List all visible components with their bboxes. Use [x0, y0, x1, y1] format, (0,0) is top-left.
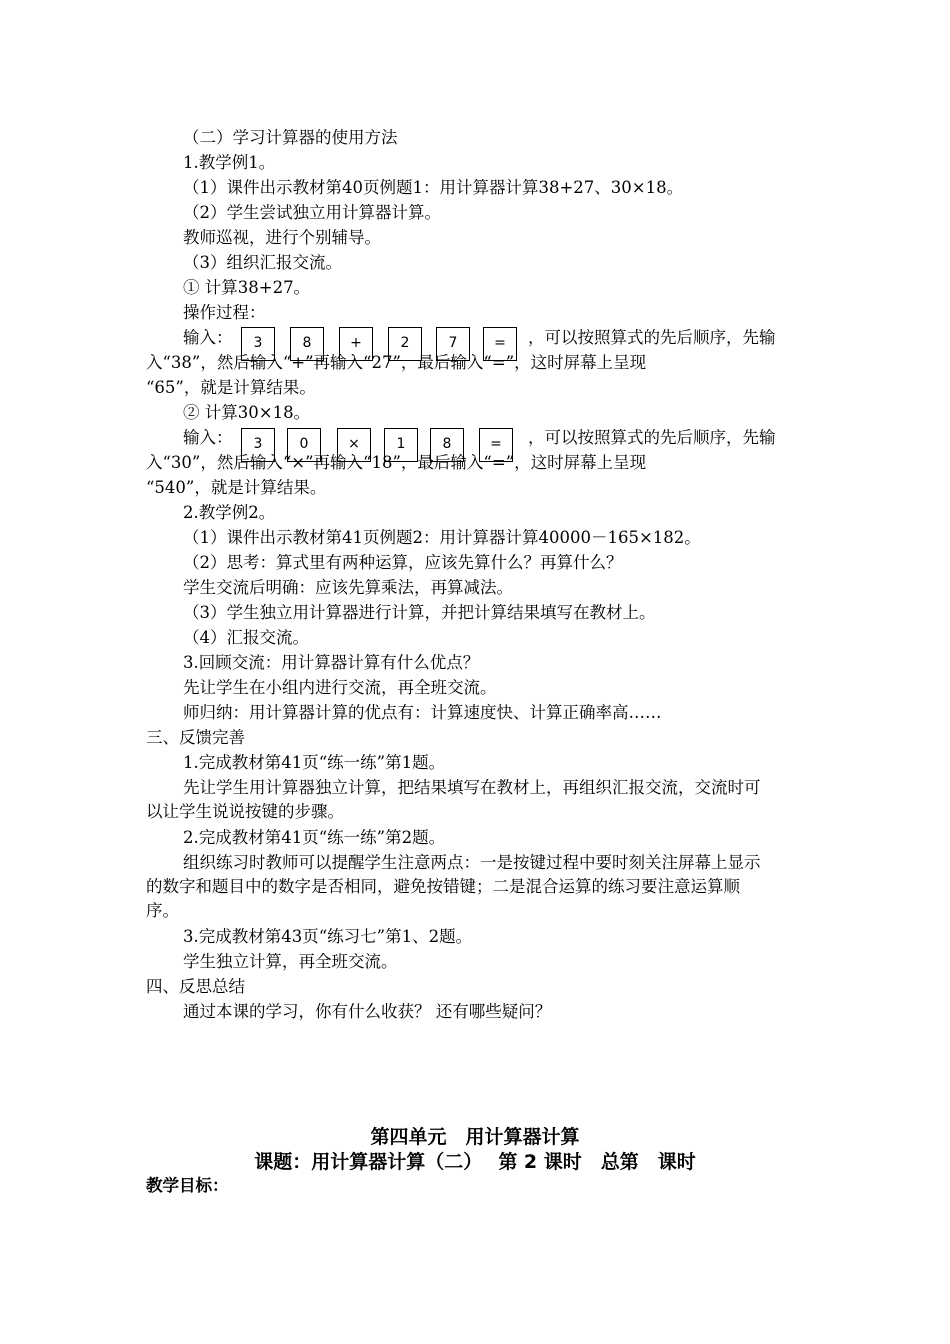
paragraph: 组织练习时教师可以提醒学生注意两点：一是按键过程中要时刻关注屏幕上显示的数字和题目中的数字是否相同，避免按错键；二是混合运算的练习要注意运算顺序。	[146, 853, 761, 920]
paragraph: （3）学生独立用计算器进行计算，并把计算结果填写在教材上。	[183, 603, 656, 622]
key-3: 3	[241, 428, 275, 462]
lesson-heading: 课题：用计算器计算（二） 第 2 课时 总第 课时	[254, 1151, 696, 1173]
key-times: ×	[337, 428, 371, 462]
paragraph: 3.完成教材第43页“练习七”第1、2题。	[183, 927, 473, 946]
key-0: 0	[287, 428, 321, 462]
key-8: 8	[290, 327, 324, 361]
paragraph: 3.回顾交流：用计算器计算有什么优点？	[183, 653, 480, 672]
paragraph: （2）思考：算式里有两种运算，应该先算什么？再算什么？	[183, 553, 623, 572]
key-equals: =	[483, 327, 517, 361]
key-1: 1	[384, 428, 418, 462]
paragraph: 1.教学例1。	[183, 153, 276, 172]
paragraph: 师归纳：用计算器计算的优点有：计算速度快、计算正确率高……	[183, 703, 662, 722]
paragraph: （4）汇报交流。	[183, 628, 309, 647]
goal-heading: 教学目标：	[146, 1176, 229, 1195]
paragraph: 操作过程：	[183, 303, 266, 322]
paragraph: 入“30”，然后输入“×”再输入“18”，最后输入“=”，这时屏幕上呈现	[146, 453, 647, 472]
paragraph: 1.完成教材第41页“练一练”第1题。	[183, 753, 446, 772]
section-title: 四、反思总结	[146, 977, 245, 996]
input-label: 输入：	[183, 328, 233, 347]
paragraph: （1）课件出示教材第40页例题1：用计算器计算38+27、30×18。	[183, 178, 684, 197]
section-title: 三、反馈完善	[146, 728, 245, 747]
paragraph: 通过本课的学习，你有什么收获？ 还有哪些疑问？	[183, 1002, 552, 1021]
paragraph: 教师巡视，进行个别辅导。	[183, 228, 381, 247]
paragraph: 入“38”，然后输入“+”再输入“27”，最后输入“=”，这时屏幕上呈现	[146, 353, 647, 372]
paragraph: ① 计算38+27。	[183, 278, 311, 297]
paragraph: （2）学生尝试独立用计算器计算。	[183, 203, 441, 222]
paragraph: 先让学生在小组内进行交流，再全班交流。	[183, 678, 497, 697]
paragraph: 2.教学例2。	[183, 503, 276, 522]
paragraph: “540”，就是计算结果。	[146, 478, 327, 497]
unit-heading: 第四单元 用计算器计算	[370, 1126, 580, 1148]
paragraph: （3）组织汇报交流。	[183, 253, 342, 272]
key-8: 8	[430, 428, 464, 462]
input-label: 输入：	[183, 428, 233, 447]
paragraph: 学生独立计算，再全班交流。	[183, 952, 398, 971]
paragraph: ② 计算30×18。	[183, 403, 311, 422]
paragraph: （1）课件出示教材第41页例题2：用计算器计算40000－165×182。	[183, 528, 701, 547]
paragraph: 先让学生用计算器独立计算，把结果填写在教材上，再组织汇报交流，交流时可以让学生说说按键的步骤。	[146, 778, 761, 821]
section-title: （二）学习计算器的使用方法	[183, 128, 398, 147]
paragraph: 学生交流后明确：应该先算乘法，再算减法。	[183, 578, 513, 597]
key-7: 7	[436, 327, 470, 361]
paragraph: 2.完成教材第41页“练一练”第2题。	[183, 828, 446, 847]
key-2: 2	[388, 327, 422, 361]
key-plus: +	[339, 327, 373, 361]
key-3: 3	[241, 327, 275, 361]
paragraph: ，可以按照算式的先后顺序，先输	[528, 328, 776, 347]
paragraph: “65”，就是计算结果。	[146, 378, 316, 397]
paragraph: ，可以按照算式的先后顺序，先输	[528, 428, 776, 447]
key-equals: =	[479, 428, 513, 462]
